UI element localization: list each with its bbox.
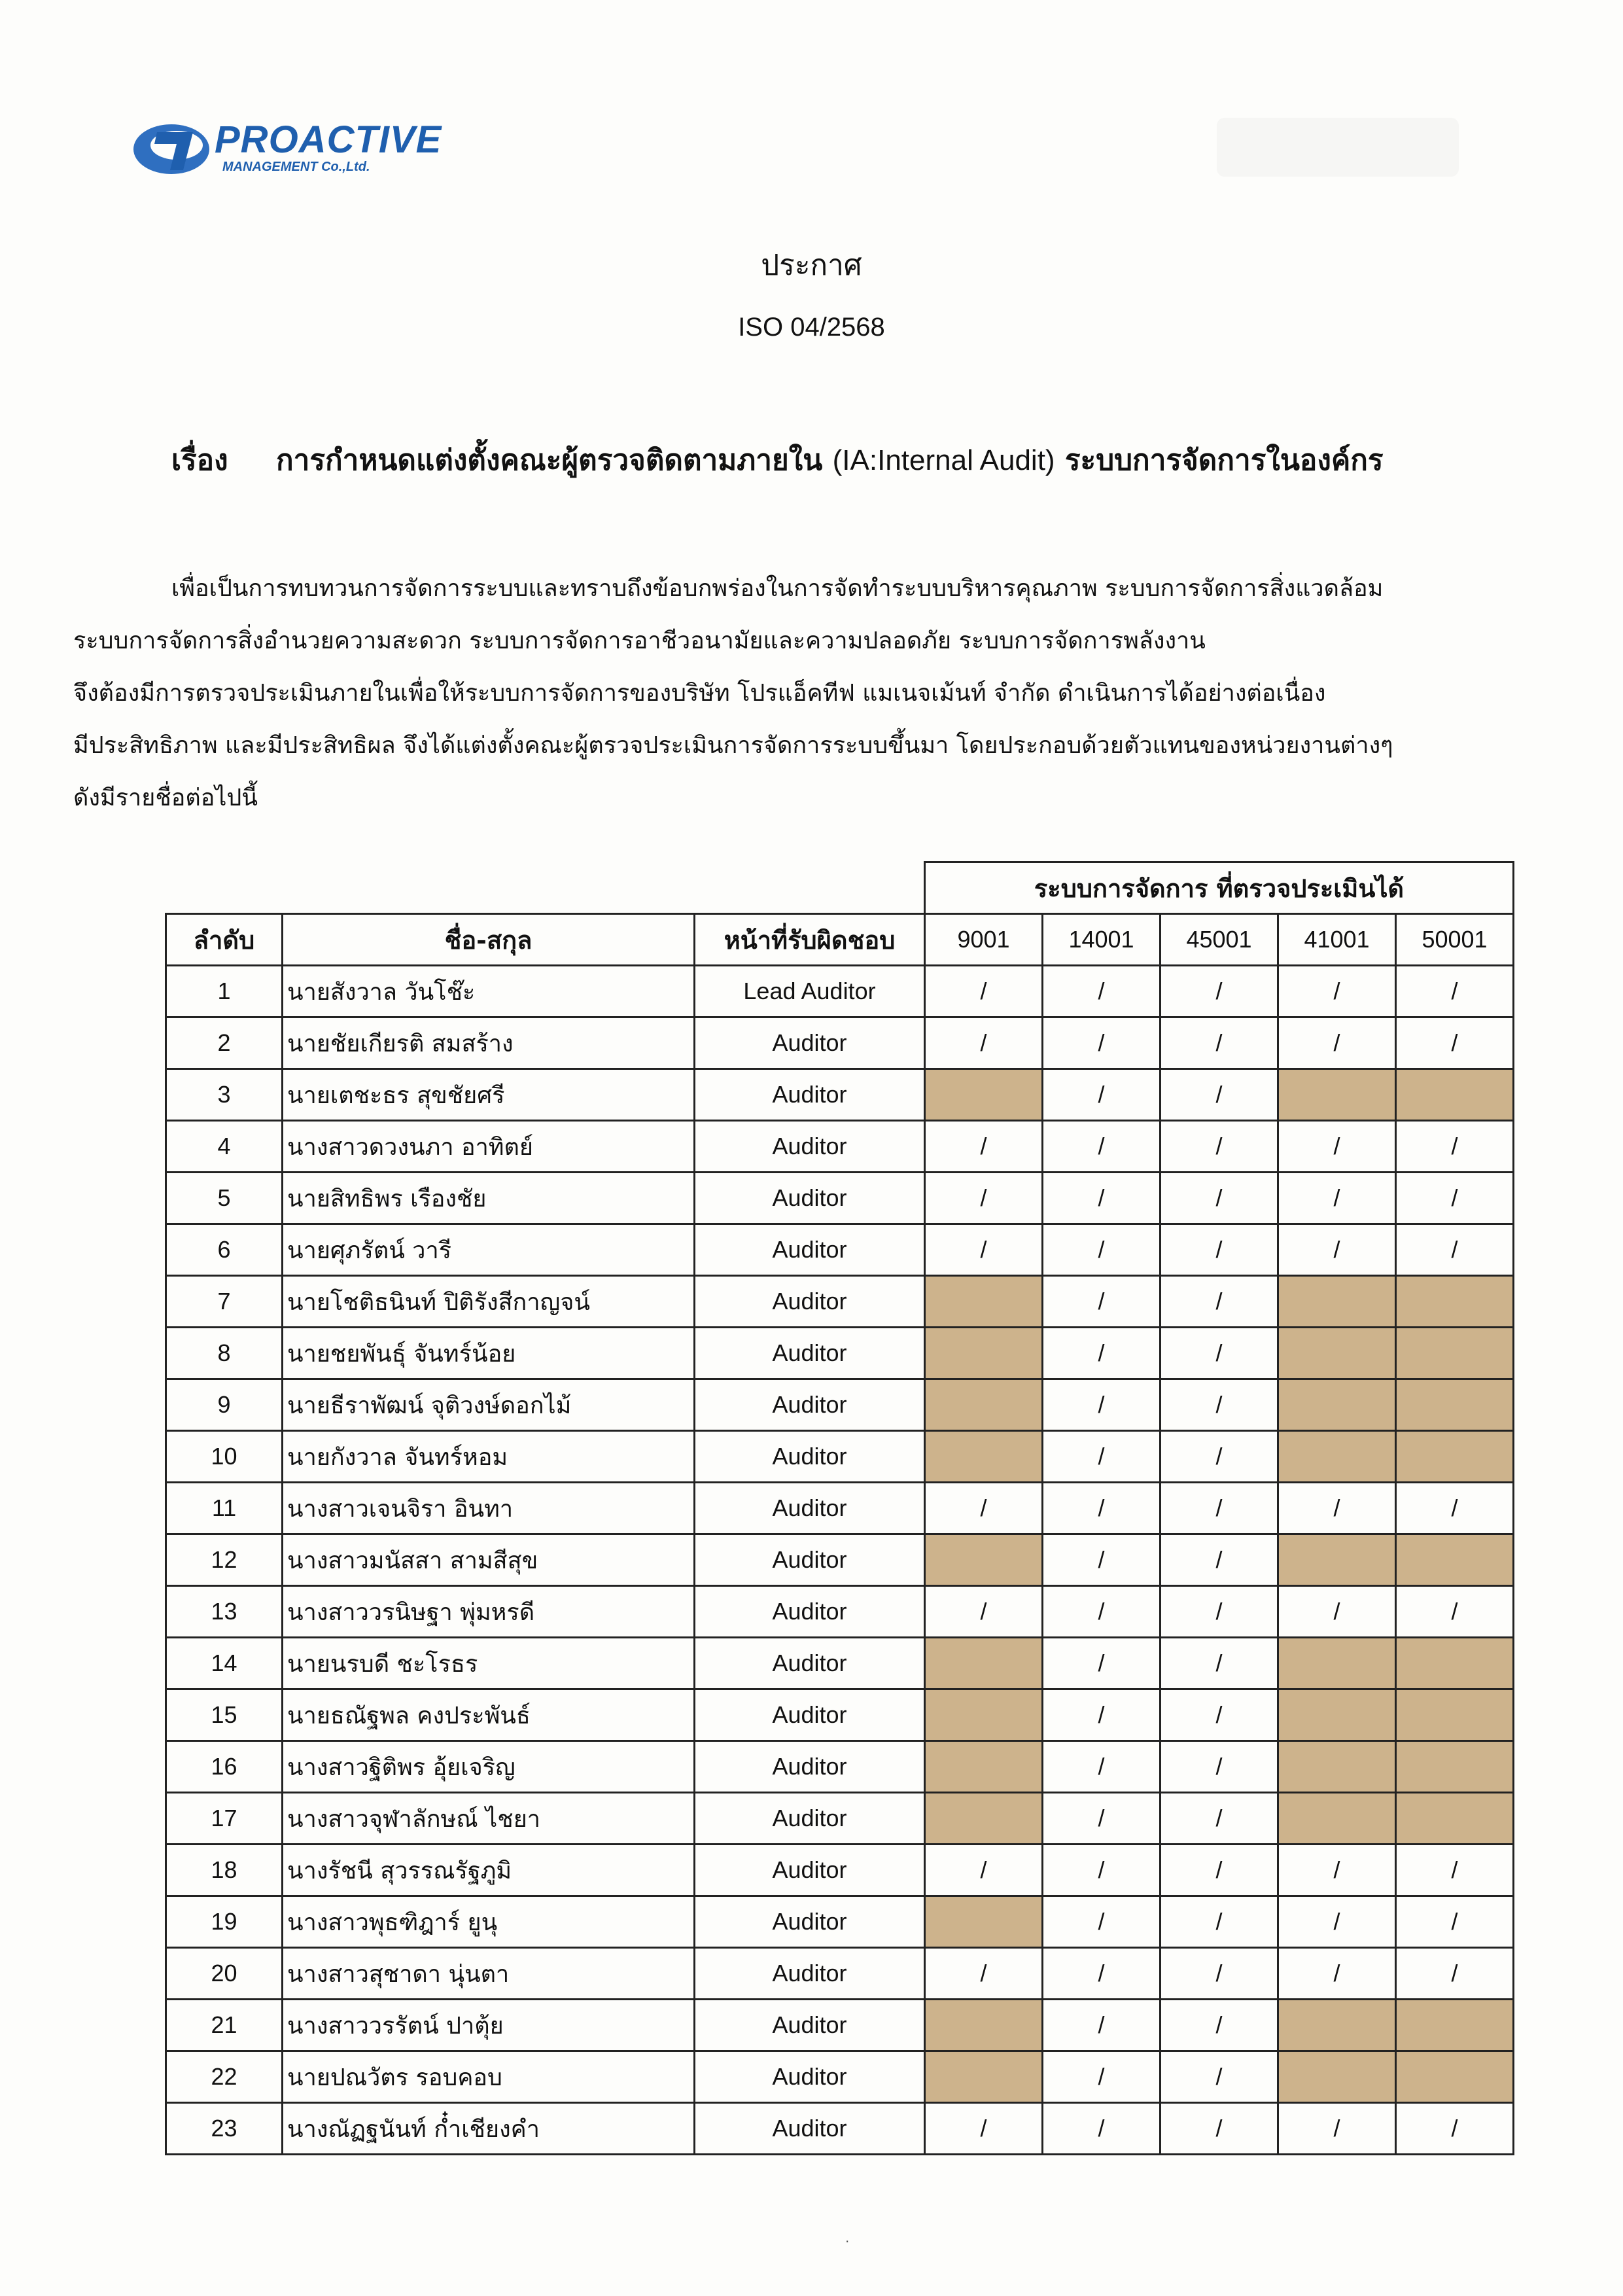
- check-mark-cell: /: [1278, 1483, 1396, 1534]
- check-mark-cell: /: [1161, 1276, 1278, 1328]
- shaded-cell: [1278, 2000, 1396, 2051]
- shaded-cell: [1278, 1276, 1396, 1328]
- row-role: Auditor: [695, 1534, 925, 1586]
- table-row: [166, 1379, 1514, 1431]
- row-number: 11: [166, 1483, 283, 1534]
- row-name: นางรัชนี สุวรรณรัฐภูมิ: [283, 1845, 695, 1896]
- check-mark-cell: /: [1043, 1534, 1161, 1586]
- row-role: Auditor: [695, 1845, 925, 1896]
- row-role: Auditor: [695, 1586, 925, 1638]
- check-mark-cell: /: [1161, 1328, 1278, 1379]
- row-name: นายสังวาล วันโช๊ะ: [283, 966, 695, 1017]
- body-line: ดังมีรายชื่อต่อไปนี้: [73, 785, 258, 811]
- table-row: [166, 1689, 1514, 1741]
- row-name: นางสาววรรัตน์ ปาตุ้ย: [283, 2000, 695, 2051]
- check-mark-cell: /: [1043, 1276, 1161, 1328]
- check-mark-cell: /: [1161, 1586, 1278, 1638]
- row-role: Auditor: [695, 1483, 925, 1534]
- row-role: Auditor: [695, 1276, 925, 1328]
- header-name: ชื่อ-สกุล: [283, 914, 695, 966]
- check-mark-cell: /: [925, 2103, 1043, 2155]
- row-number: 15: [166, 1689, 283, 1741]
- row-role: Auditor: [695, 1017, 925, 1069]
- subject-text-a: การกำหนดแต่งตั้งคณะผู้ตรวจติดตามภายใน: [276, 444, 823, 477]
- shaded-cell: [925, 1638, 1043, 1689]
- shaded-cell: [1278, 1534, 1396, 1586]
- check-mark-cell: /: [925, 1121, 1043, 1173]
- table-row: [166, 1896, 1514, 1948]
- check-mark-cell: /: [1043, 1328, 1161, 1379]
- row-role: Auditor: [695, 1638, 925, 1689]
- row-name: นายโชติธนินท์ ปิติรังสีกาญจน์: [283, 1276, 695, 1328]
- check-mark-cell: /: [1043, 1017, 1161, 1069]
- check-mark-cell: /: [1278, 1224, 1396, 1276]
- check-mark-cell: /: [1278, 1586, 1396, 1638]
- shaded-cell: [1278, 1689, 1396, 1741]
- check-mark-cell: /: [1278, 1017, 1396, 1069]
- table-row: [166, 1793, 1514, 1845]
- row-role: Auditor: [695, 1121, 925, 1173]
- row-number: 1: [166, 966, 283, 1017]
- table-row: [166, 1845, 1514, 1896]
- check-mark-cell: /: [1161, 1431, 1278, 1483]
- table-row: [166, 1173, 1514, 1224]
- shaded-cell: [1396, 1379, 1514, 1431]
- check-mark-cell: /: [1161, 966, 1278, 1017]
- shaded-cell: [925, 2051, 1043, 2103]
- check-mark-cell: /: [1278, 1948, 1396, 2000]
- row-role: Auditor: [695, 1224, 925, 1276]
- check-mark-cell: /: [925, 1017, 1043, 1069]
- row-role: Auditor: [695, 1328, 925, 1379]
- shaded-cell: [1396, 2051, 1514, 2103]
- row-number: 20: [166, 1948, 283, 2000]
- logo-subtitle: MANAGEMENT Co.,Ltd.: [222, 160, 370, 174]
- body-line: ระบบการจัดการสิ่งอำนวยความสะดวก ระบบการจัดการอาชีวอนามัยและความปลอดภัย ระบบการจัดการพลังงาน: [73, 627, 1206, 654]
- shaded-cell: [1396, 1638, 1514, 1689]
- shaded-cell: [1396, 1431, 1514, 1483]
- shaded-cell: [1396, 1689, 1514, 1741]
- header-standard-41001: 41001: [1278, 914, 1396, 966]
- check-mark-cell: /: [1278, 2103, 1396, 2155]
- row-name: นางสาวเจนจิรา อินทา: [283, 1483, 695, 1534]
- check-mark-cell: /: [1043, 1638, 1161, 1689]
- subject-text-b: (IA:Internal Audit): [832, 444, 1055, 476]
- check-mark-cell: /: [1161, 1173, 1278, 1224]
- check-mark-cell: /: [1161, 1948, 1278, 2000]
- check-mark-cell: /: [1043, 966, 1161, 1017]
- row-number: 2: [166, 1017, 283, 1069]
- row-number: 21: [166, 2000, 283, 2051]
- blank-header-area: [166, 862, 925, 914]
- check-mark-cell: /: [1161, 1896, 1278, 1948]
- shaded-cell: [925, 1431, 1043, 1483]
- row-name: นายเตชะธร สุขชัยศรี: [283, 1069, 695, 1121]
- row-number: 16: [166, 1741, 283, 1793]
- row-role: Auditor: [695, 1069, 925, 1121]
- row-name: นายศุภรัตน์ วารี: [283, 1224, 695, 1276]
- body-line: เพื่อเป็นการทบทวนการจัดการระบบและทราบถึงข้อบกพร่องในการจัดทำระบบบริหารคุณภาพ ระบบการจัดการสิ่งแวดล้อม: [171, 575, 1384, 602]
- row-role: Auditor: [695, 2000, 925, 2051]
- row-role: Auditor: [695, 1431, 925, 1483]
- table-row: [166, 2051, 1514, 2103]
- check-mark-cell: /: [1161, 2000, 1278, 2051]
- header-no: ลำดับ: [166, 914, 283, 966]
- row-name: นายชยพันธุ์ จันทร์น้อย: [283, 1328, 695, 1379]
- check-mark-cell: /: [1396, 1483, 1514, 1534]
- check-mark-cell: /: [1278, 1845, 1396, 1896]
- row-role: Lead Auditor: [695, 966, 925, 1017]
- announcement-title: ประกาศ: [761, 249, 862, 282]
- row-number: 9: [166, 1379, 283, 1431]
- shaded-cell: [1278, 1638, 1396, 1689]
- check-mark-cell: /: [1396, 1586, 1514, 1638]
- shaded-cell: [1278, 1431, 1396, 1483]
- table-row: [166, 1224, 1514, 1276]
- shaded-cell: [925, 1689, 1043, 1741]
- table-row: [166, 2000, 1514, 2051]
- check-mark-cell: /: [1043, 1689, 1161, 1741]
- standards-group-header: ระบบการจัดการ ที่ตรวจประเมินได้: [925, 862, 1514, 914]
- table-row: [166, 1534, 1514, 1586]
- check-mark-cell: /: [1043, 1379, 1161, 1431]
- row-number: 3: [166, 1069, 283, 1121]
- shaded-cell: [1278, 1328, 1396, 1379]
- check-mark-cell: /: [925, 1483, 1043, 1534]
- check-mark-cell: /: [925, 1586, 1043, 1638]
- check-mark-cell: /: [1161, 2051, 1278, 2103]
- row-name: นายชัยเกียรติ สมสร้าง: [283, 1017, 695, 1069]
- check-mark-cell: /: [1161, 1224, 1278, 1276]
- shaded-cell: [1278, 1741, 1396, 1793]
- faint-watermark: [1217, 118, 1459, 177]
- table-row: [166, 1121, 1514, 1173]
- table-body: [166, 966, 1514, 2155]
- table-row: [166, 1948, 1514, 2000]
- check-mark-cell: /: [1161, 1121, 1278, 1173]
- check-mark-cell: /: [1161, 1379, 1278, 1431]
- check-mark-cell: /: [1396, 1017, 1514, 1069]
- check-mark-cell: /: [1043, 1431, 1161, 1483]
- shaded-cell: [1396, 1276, 1514, 1328]
- row-name: นายธณัฐพล คงประพันธ์: [283, 1689, 695, 1741]
- row-number: 5: [166, 1173, 283, 1224]
- check-mark-cell: /: [1043, 2000, 1161, 2051]
- row-number: 19: [166, 1896, 283, 1948]
- shaded-cell: [925, 1276, 1043, 1328]
- check-mark-cell: /: [1043, 2051, 1161, 2103]
- check-mark-cell: /: [1161, 1534, 1278, 1586]
- shaded-cell: [1396, 1069, 1514, 1121]
- row-number: 22: [166, 2051, 283, 2103]
- subject-label: เรื่อง: [171, 444, 228, 477]
- row-number: 8: [166, 1328, 283, 1379]
- row-number: 10: [166, 1431, 283, 1483]
- check-mark-cell: /: [1396, 1896, 1514, 1948]
- check-mark-cell: /: [1043, 1483, 1161, 1534]
- row-name: นางณัฏฐนันท์ ก๋ำเชียงคำ: [283, 2103, 695, 2155]
- shaded-cell: [1396, 1328, 1514, 1379]
- row-name: นายธีราพัฒน์ จุติวงษ์ดอกไม้: [283, 1379, 695, 1431]
- row-role: Auditor: [695, 2051, 925, 2103]
- shaded-cell: [925, 1534, 1043, 1586]
- check-mark-cell: /: [1396, 2103, 1514, 2155]
- check-mark-cell: /: [1043, 1948, 1161, 2000]
- row-number: 6: [166, 1224, 283, 1276]
- row-name: นางสาวสุชาดา นุ่นตา: [283, 1948, 695, 2000]
- header-standard-45001: 45001: [1161, 914, 1278, 966]
- check-mark-cell: /: [1161, 1741, 1278, 1793]
- check-mark-cell: /: [1396, 1948, 1514, 2000]
- check-mark-cell: /: [1161, 1638, 1278, 1689]
- body-line: จึงต้องมีการตรวจประเมินภายในเพื่อให้ระบบการจัดการของบริษัท โปรแอ็คทีฟ แมเนจเม้นท์ จำกัด ดำเนินการได้อย่างต่อเนื่อง: [73, 680, 1326, 707]
- shaded-cell: [1396, 2000, 1514, 2051]
- table-row: [166, 1586, 1514, 1638]
- shaded-cell: [925, 1793, 1043, 1845]
- table-row: [166, 1741, 1514, 1793]
- row-number: 23: [166, 2103, 283, 2155]
- row-name: นายนรบดี ชะโรธร: [283, 1638, 695, 1689]
- check-mark-cell: /: [1161, 1689, 1278, 1741]
- table-row: [166, 2103, 1514, 2155]
- header-standard-50001: 50001: [1396, 914, 1514, 966]
- check-mark-cell: /: [1161, 1793, 1278, 1845]
- shaded-cell: [1396, 1793, 1514, 1845]
- check-mark-cell: /: [925, 1845, 1043, 1896]
- check-mark-cell: /: [1043, 1793, 1161, 1845]
- check-mark-cell: /: [1043, 1224, 1161, 1276]
- check-mark-cell: /: [1161, 1483, 1278, 1534]
- logo-mark-icon: [131, 113, 216, 185]
- row-number: 14: [166, 1638, 283, 1689]
- row-role: Auditor: [695, 1948, 925, 2000]
- check-mark-cell: /: [1043, 2103, 1161, 2155]
- check-mark-cell: /: [1396, 1224, 1514, 1276]
- auditor-table: [165, 861, 1514, 2155]
- row-number: 7: [166, 1276, 283, 1328]
- body-line: มีประสิทธิภาพ และมีประสิทธิผล จึงได้แต่งตั้งคณะผู้ตรวจประเมินการจัดการระบบขึ้นมา โดยประกอบด้วยตัวแทนของหน่วยงานต่างๆ: [73, 732, 1393, 759]
- check-mark-cell: /: [925, 1948, 1043, 2000]
- row-name: นางสาวดวงนภา อาทิตย์: [283, 1121, 695, 1173]
- shaded-cell: [925, 2000, 1043, 2051]
- check-mark-cell: /: [1043, 1069, 1161, 1121]
- check-mark-cell: /: [1396, 966, 1514, 1017]
- header-standard-9001: 9001: [925, 914, 1043, 966]
- row-role: Auditor: [695, 1896, 925, 1948]
- check-mark-cell: /: [1043, 1121, 1161, 1173]
- row-number: 18: [166, 1845, 283, 1896]
- table-row: [166, 1638, 1514, 1689]
- check-mark-cell: /: [1278, 1896, 1396, 1948]
- shaded-cell: [1278, 1793, 1396, 1845]
- table-row: [166, 1017, 1514, 1069]
- table-row: [166, 1069, 1514, 1121]
- shaded-cell: [925, 1741, 1043, 1793]
- logo-wordmark: PROACTIVE: [215, 118, 442, 161]
- row-name: นางสาวพุธฑิฎาร์ ยูนุ: [283, 1896, 695, 1948]
- announcement-number: ISO 04/2568: [738, 313, 885, 342]
- shaded-cell: [1278, 1069, 1396, 1121]
- row-number: 4: [166, 1121, 283, 1173]
- header-standard-14001: 14001: [1043, 914, 1161, 966]
- subject-line: [171, 437, 1384, 483]
- table-row: [166, 1431, 1514, 1483]
- shaded-cell: [1278, 2051, 1396, 2103]
- company-logo: [131, 113, 442, 185]
- check-mark-cell: /: [1396, 1845, 1514, 1896]
- table-row: [166, 966, 1514, 1017]
- row-name: นางสาววรนิษฐา พุ่มหรดี: [283, 1586, 695, 1638]
- shaded-cell: [925, 1069, 1043, 1121]
- row-number: 17: [166, 1793, 283, 1845]
- check-mark-cell: /: [1043, 1173, 1161, 1224]
- table-row: [166, 1483, 1514, 1534]
- row-role: Auditor: [695, 1793, 925, 1845]
- check-mark-cell: /: [1278, 1173, 1396, 1224]
- check-mark-cell: /: [1043, 1845, 1161, 1896]
- check-mark-cell: /: [1278, 1121, 1396, 1173]
- row-name: นางสาวฐิติพร อุ้ยเจริญ: [283, 1741, 695, 1793]
- row-name: นางสาวจุฬาลักษณ์ ไชยา: [283, 1793, 695, 1845]
- row-role: Auditor: [695, 1379, 925, 1431]
- row-role: Auditor: [695, 2103, 925, 2155]
- row-name: นางสาวมนัสสา สามสีสุข: [283, 1534, 695, 1586]
- row-number: 12: [166, 1534, 283, 1586]
- check-mark-cell: /: [925, 966, 1043, 1017]
- check-mark-cell: /: [925, 1173, 1043, 1224]
- check-mark-cell: /: [1278, 966, 1396, 1017]
- check-mark-cell: /: [1161, 1017, 1278, 1069]
- shaded-cell: [925, 1896, 1043, 1948]
- scan-speck: ·: [845, 2234, 850, 2250]
- shaded-cell: [1396, 1534, 1514, 1586]
- check-mark-cell: /: [1161, 1069, 1278, 1121]
- header-role: หน้าที่รับผิดชอบ: [695, 914, 925, 966]
- check-mark-cell: /: [1043, 1586, 1161, 1638]
- row-role: Auditor: [695, 1689, 925, 1741]
- row-name: นายกังวาล จันทร์หอม: [283, 1431, 695, 1483]
- check-mark-cell: /: [1396, 1173, 1514, 1224]
- table-row: [166, 1328, 1514, 1379]
- row-name: นายปณวัตร รอบคอบ: [283, 2051, 695, 2103]
- row-name: นายสิทธิพร เรืองชัย: [283, 1173, 695, 1224]
- check-mark-cell: /: [1161, 2103, 1278, 2155]
- row-role: Auditor: [695, 1173, 925, 1224]
- shaded-cell: [925, 1328, 1043, 1379]
- check-mark-cell: /: [1161, 1845, 1278, 1896]
- shaded-cell: [1396, 1741, 1514, 1793]
- table-row: [166, 1276, 1514, 1328]
- shaded-cell: [925, 1379, 1043, 1431]
- row-number: 13: [166, 1586, 283, 1638]
- row-role: Auditor: [695, 1741, 925, 1793]
- check-mark-cell: /: [1396, 1121, 1514, 1173]
- check-mark-cell: /: [1043, 1741, 1161, 1793]
- check-mark-cell: /: [1043, 1896, 1161, 1948]
- check-mark-cell: /: [925, 1224, 1043, 1276]
- subject-text-c: ระบบการจัดการในองค์กร: [1064, 444, 1384, 477]
- shaded-cell: [1278, 1379, 1396, 1431]
